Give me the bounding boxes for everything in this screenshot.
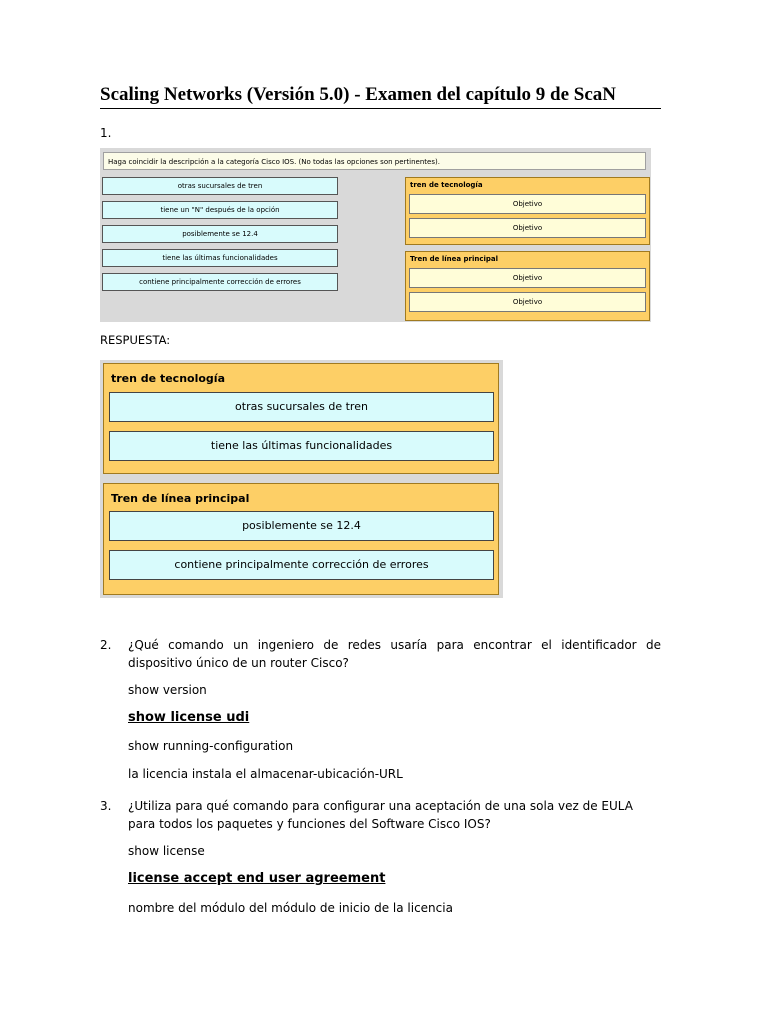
- drop-target-slot[interactable]: Objetivo: [409, 218, 646, 238]
- answer-category-mainline-train: [103, 483, 499, 595]
- draggable-option[interactable]: contiene principalmente corrección de errores: [102, 273, 338, 291]
- matching-exercise-panel: [100, 148, 651, 322]
- answer-category-title: Tren de línea principal: [111, 492, 250, 505]
- answer-panel: [100, 360, 503, 598]
- question-1-number: 1.: [100, 126, 112, 140]
- drop-target-slot[interactable]: Objetivo: [409, 268, 646, 288]
- category-mainline-train: [405, 251, 650, 321]
- question-2-text: ¿Qué comando un ingeniero de redes usaría para encontrar el identificador de dispositivo único de un router Cisco?: [128, 638, 661, 670]
- correct-answer-option: license accept end user agreement: [128, 871, 386, 886]
- answer-category-title: tren de tecnología: [111, 372, 225, 385]
- category-title: tren de tecnología: [410, 181, 483, 189]
- answer-option: nombre del módulo del módulo de inicio de la licencia: [128, 901, 453, 915]
- drop-target-slot[interactable]: Objetivo: [409, 194, 646, 214]
- question-2-number: 2.: [100, 638, 112, 652]
- answer-option: la licencia instala el almacenar-ubicación-URL: [128, 767, 403, 781]
- question-3-number: 3.: [100, 799, 112, 813]
- answer-option: show license: [128, 844, 205, 858]
- question-3: [100, 797, 661, 837]
- answer-item: otras sucursales de tren: [109, 392, 494, 422]
- draggable-option[interactable]: posiblemente se 12.4: [102, 225, 338, 243]
- answer-category-technology-train: [103, 363, 499, 474]
- answer-option: show version: [128, 683, 207, 697]
- correct-answer-option: show license udi: [128, 710, 250, 725]
- answer-item: contiene principalmente corrección de errores: [109, 550, 494, 580]
- answer-item: tiene las últimas funcionalidades: [109, 431, 494, 461]
- drop-target-slot[interactable]: Objetivo: [409, 292, 646, 312]
- category-title: Tren de línea principal: [410, 255, 499, 263]
- question-2: [100, 636, 661, 676]
- exercise-instruction: Haga coincidir la descripción a la categoría Cisco IOS. (No todas las opciones son pertinentes).: [103, 152, 646, 170]
- answer-option: show running-configuration: [128, 739, 294, 753]
- page-title: Scaling Networks (Versión 5.0) - Examen del capítulo 9 de ScaN: [100, 84, 661, 109]
- draggable-option[interactable]: tiene las últimas funcionalidades: [102, 249, 338, 267]
- draggable-option[interactable]: otras sucursales de tren: [102, 177, 338, 195]
- category-technology-train: [405, 177, 650, 245]
- draggable-option[interactable]: tiene un "N" después de la opción: [102, 201, 338, 219]
- answer-label: RESPUESTA:: [100, 333, 171, 347]
- question-3-text: ¿Utiliza para qué comando para configurar una aceptación de una sola vez de EULA para todos los paquetes y funciones del Software Cisco IOS?: [128, 799, 633, 831]
- answer-item: posiblemente se 12.4: [109, 511, 494, 541]
